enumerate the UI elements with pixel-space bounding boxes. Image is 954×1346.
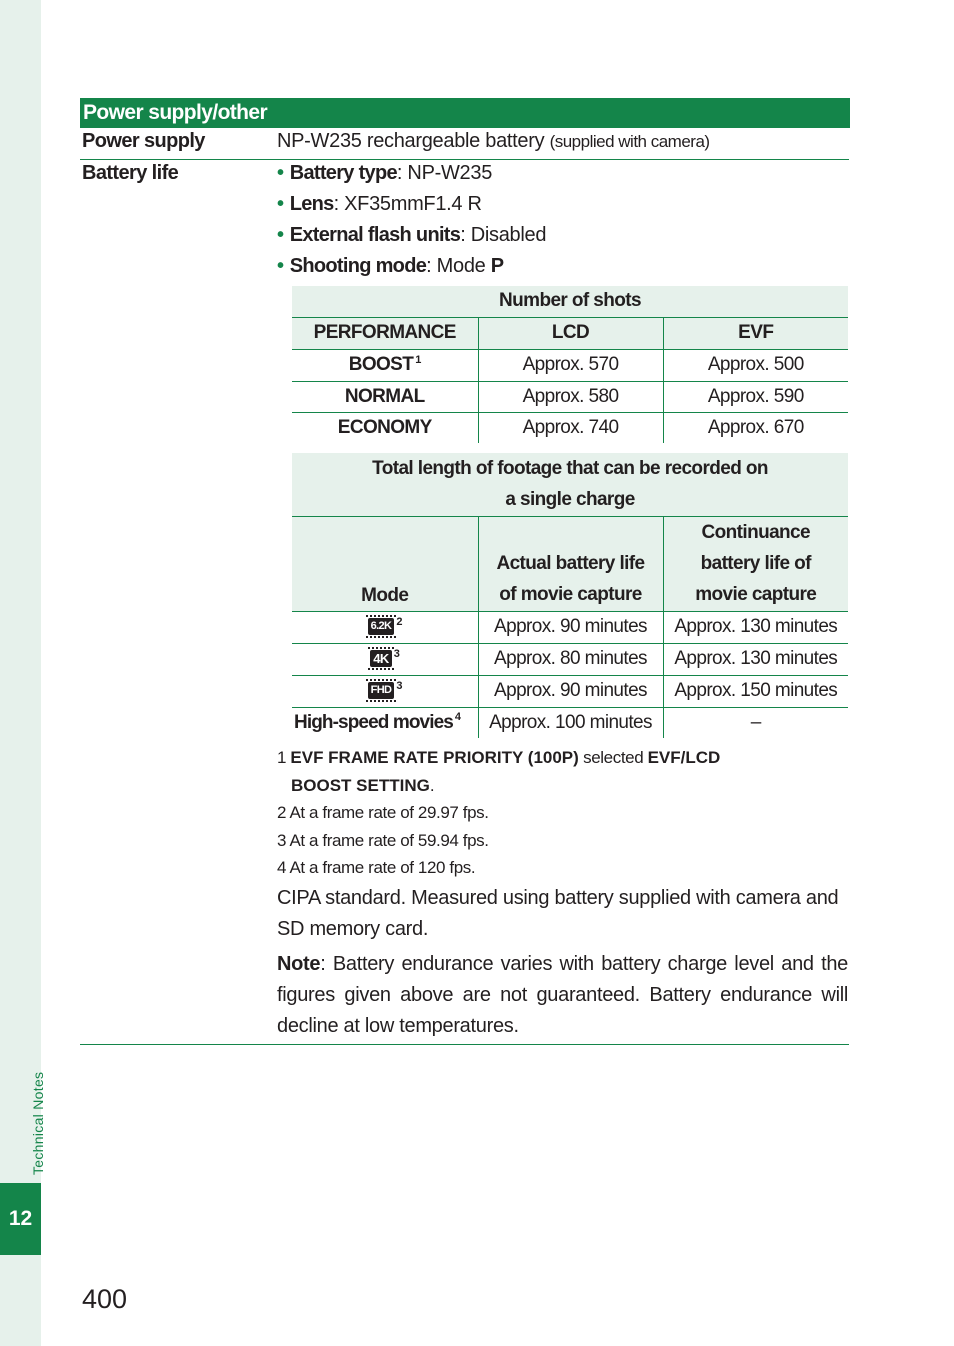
col-header-evf: EVF — [663, 317, 848, 349]
footnote-number: 1 — [277, 748, 291, 767]
cipa-note: CIPA standard. Measured using battery supplied with camera and SD memory card. — [277, 887, 839, 940]
condition-key: External flash units — [289, 224, 461, 246]
col-header-lcd: LCD — [478, 317, 663, 349]
row-mode-label: BOOST — [348, 354, 414, 375]
section-title: Power supply/other — [80, 98, 850, 128]
lcd-value: Approx. 580 — [478, 381, 663, 412]
power-supply-battery: NP-W235 rechargeable battery — [277, 130, 550, 152]
power-supply-label: Power supply — [82, 130, 205, 152]
header-line: movie capture — [695, 583, 817, 605]
col-header-mode: Mode — [292, 516, 478, 611]
condition-shooting-mode: • Shooting mode: Mode P — [277, 255, 504, 277]
footnote-1 — [277, 744, 837, 800]
table-row — [292, 643, 848, 675]
power-supply-note: (supplied with camera) — [549, 132, 710, 151]
col-header-performance: PERFORMANCE — [292, 317, 478, 349]
col-header-continuous — [663, 516, 848, 611]
evf-value: Approx. 590 — [663, 381, 848, 412]
continuous-value: Approx. 130 minutes — [663, 611, 848, 643]
condition-value: XF35mmF1.4 R — [344, 193, 482, 215]
table-row — [292, 349, 848, 381]
row-mode — [292, 643, 478, 675]
movie-fhd-icon: FHD — [368, 682, 395, 699]
lcd-value: Approx. 570 — [478, 349, 663, 381]
power-supply-value — [277, 130, 710, 153]
table-row — [292, 611, 848, 643]
note-text: : Battery endurance varies with battery charge level and the figures given above are not guaranteed. Battery endurance will decline at low temperatures. — [277, 953, 848, 1037]
highspeed-label: High-speed movies — [294, 711, 453, 733]
footnote-text: selected — [578, 748, 648, 767]
row-mode: ECONOMY — [292, 412, 478, 443]
condition-sep: : — [396, 162, 408, 184]
condition-key: Shooting mode — [289, 255, 427, 277]
table-row — [292, 381, 848, 412]
footnote-ref: 1 — [415, 353, 421, 366]
condition-value: Disabled — [470, 224, 547, 246]
table-row — [292, 707, 848, 738]
row-mode: NORMAL — [292, 381, 478, 412]
footnote-2: 2 At a frame rate of 29.97 fps. — [277, 803, 489, 822]
condition-sep: : — [426, 255, 437, 277]
footnote-text: . — [429, 776, 435, 795]
row-mode — [292, 611, 478, 643]
actual-value: Approx. 90 minutes — [478, 611, 663, 643]
movie-table — [292, 453, 848, 738]
condition-sep: : — [333, 193, 345, 215]
condition-key: Battery type — [289, 162, 397, 184]
footnote-3: 3 At a frame rate of 59.94 fps. — [277, 831, 489, 850]
actual-value: Approx. 90 minutes — [478, 675, 663, 707]
condition-value: NP-W235 — [407, 162, 493, 184]
shots-table-title: Number of shots — [499, 290, 641, 312]
footnote-ref: 3 — [393, 647, 400, 660]
condition-sep: : — [460, 224, 471, 246]
movie-title-line2: a single charge — [505, 489, 635, 511]
endurance-note — [277, 949, 848, 1042]
header-line: Actual battery life — [496, 552, 645, 574]
note-label: Note — [277, 953, 321, 975]
section-end-divider — [80, 1044, 849, 1045]
shots-table — [292, 286, 848, 443]
movie-6-2k-icon: 6.2K — [368, 618, 395, 635]
condition-value: Mode — [436, 255, 491, 277]
continuous-value: Approx. 130 minutes — [663, 643, 848, 675]
col-header-actual — [478, 516, 663, 611]
footnote-ref: 2 — [396, 615, 402, 628]
row-mode — [292, 349, 478, 381]
footnote-ref: 3 — [396, 679, 402, 692]
movie-4k-icon: 4K — [370, 650, 391, 667]
row-mode — [292, 675, 478, 707]
lcd-value: Approx. 740 — [478, 412, 663, 443]
row-divider — [80, 159, 849, 160]
header-line: battery life of — [700, 552, 811, 574]
table-row — [292, 412, 848, 443]
header-line: Continuance — [701, 521, 810, 543]
footnote-ref: 4 — [454, 711, 461, 724]
condition-battery-type: • Battery type: NP-W235 — [277, 162, 493, 184]
chapter-number-tab: 12 — [0, 1183, 41, 1255]
footnote-setting: EVF/LCD — [647, 748, 721, 767]
evf-value: Approx. 500 — [663, 349, 848, 381]
movie-title-line1: Total length of footage that can be recorded on — [372, 458, 768, 480]
table-row — [292, 675, 848, 707]
continuous-value: – — [750, 711, 761, 733]
row-mode — [292, 707, 478, 738]
sidebar-section-label: Technical Notes — [30, 1071, 46, 1175]
footnote-setting: BOOST SETTING — [291, 776, 430, 795]
condition-lens: • Lens: XF35mmF1.4 R — [277, 193, 482, 215]
actual-value: Approx. 100 minutes — [478, 707, 663, 738]
condition-flash: • External flash units: Disabled — [277, 224, 547, 246]
evf-value: Approx. 670 — [707, 416, 804, 438]
continuous-value: Approx. 150 minutes — [663, 675, 848, 707]
actual-value: Approx. 80 minutes — [478, 643, 663, 675]
page-number: 400 — [82, 1284, 128, 1314]
mode-p-letter: P — [490, 255, 504, 277]
condition-key: Lens — [289, 193, 334, 215]
movie-table-title — [292, 453, 848, 516]
footnote-4: 4 At a frame rate of 120 fps. — [277, 858, 476, 877]
battery-life-label: Battery life — [82, 162, 179, 184]
header-line: of movie capture — [499, 583, 642, 605]
footnote-setting: EVF FRAME RATE PRIORITY (100P) — [290, 748, 579, 767]
